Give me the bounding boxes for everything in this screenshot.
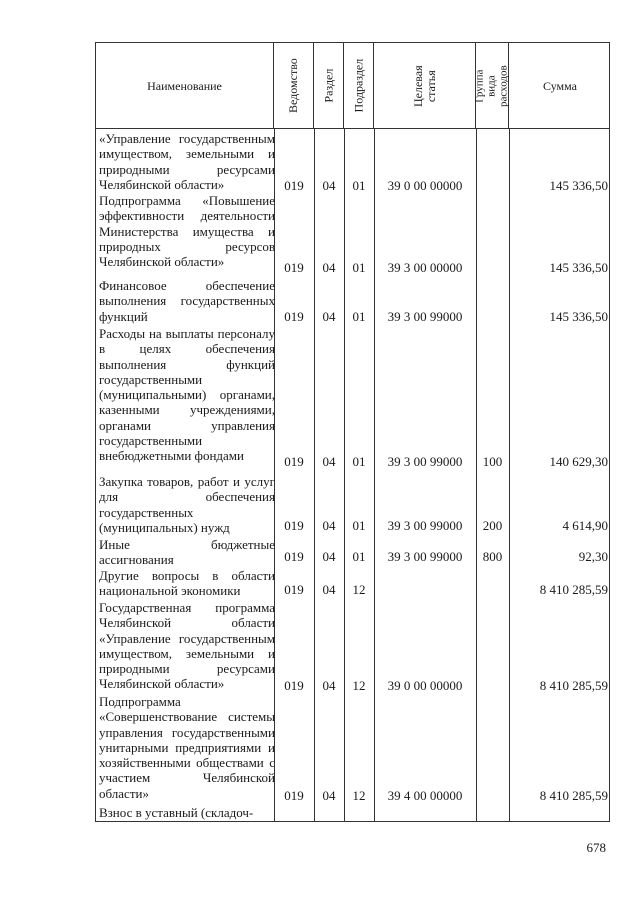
budget-table bbox=[95, 42, 610, 822]
row-podrazdel: 12 bbox=[352, 788, 366, 803]
page-number: 678 bbox=[586, 840, 606, 855]
header-celevaya-text: Целевая статья bbox=[410, 65, 438, 107]
row-vedomstvo: 019 bbox=[284, 454, 304, 469]
row-celevaya: 39 0 00 00000 bbox=[387, 178, 463, 193]
header-vedomstvo-text: Ведомство bbox=[285, 58, 300, 114]
row-vedomstvo: 019 bbox=[284, 309, 304, 324]
row-podrazdel: 01 bbox=[352, 518, 366, 533]
row-vedomstvo: 019 bbox=[284, 178, 304, 193]
table-row bbox=[96, 694, 609, 804]
row-name: «Управление государственным имуществом, земельными и природными ресурсами Челябинской области» bbox=[99, 131, 275, 192]
row-name: Подпрограмма «Совершенствование системы управления государственными унитарными предприятиями и хозяйственными обществами с участием Челябинской области» bbox=[99, 694, 275, 801]
table-row bbox=[96, 474, 609, 537]
row-podrazdel: 01 bbox=[352, 549, 366, 564]
row-razdel: 04 bbox=[322, 788, 336, 803]
row-name: Расходы на выплаты персоналу в целях обеспечения выполнения функций государственными (муниципальными) органами, казенными учреждениями, органами управления государственными внебюджетными фондами bbox=[99, 326, 275, 464]
header-gruppa-text: Группа вида расходов bbox=[473, 65, 511, 107]
row-vedomstvo: 019 bbox=[284, 582, 304, 597]
row-vedomstvo: 019 bbox=[284, 260, 304, 275]
row-razdel: 04 bbox=[322, 178, 336, 193]
row-summa: 145 336,50 bbox=[549, 178, 608, 193]
row-razdel: 04 bbox=[322, 309, 336, 324]
row-gruppa: 800 bbox=[482, 549, 503, 564]
row-celevaya: 39 3 00 00000 bbox=[387, 260, 463, 275]
row-celevaya: 39 3 00 99000 bbox=[387, 549, 463, 564]
row-podrazdel: 01 bbox=[352, 454, 366, 469]
row-razdel: 04 bbox=[322, 582, 336, 597]
table-row bbox=[96, 537, 609, 568]
table-row bbox=[96, 805, 609, 821]
table-row bbox=[96, 326, 609, 474]
table-header bbox=[96, 43, 609, 129]
header-summa bbox=[509, 43, 611, 129]
row-podrazdel: 01 bbox=[352, 178, 366, 193]
row-celevaya: 39 3 00 99000 bbox=[387, 518, 463, 533]
header-name-text: Наименование bbox=[147, 78, 222, 93]
header-vedomstvo bbox=[274, 43, 314, 129]
header-podrazdel bbox=[344, 43, 374, 129]
row-vedomstvo: 019 bbox=[284, 518, 304, 533]
row-razdel: 04 bbox=[322, 518, 336, 533]
table-row bbox=[96, 568, 609, 600]
header-razdel bbox=[314, 43, 344, 129]
row-celevaya: 39 0 00 00000 bbox=[387, 678, 463, 693]
row-razdel: 04 bbox=[322, 678, 336, 693]
row-name: Финансовое обеспечение выполнения государственных функций bbox=[99, 278, 275, 324]
row-podrazdel: 01 bbox=[352, 309, 366, 324]
row-summa: 92,30 bbox=[578, 549, 608, 564]
header-razdel-text: Раздел bbox=[320, 69, 335, 103]
row-podrazdel: 01 bbox=[352, 260, 366, 275]
row-summa: 4 614,90 bbox=[562, 518, 608, 533]
row-gruppa: 100 bbox=[482, 454, 503, 469]
row-name: Государственная программа Челябинской области «Управление государственным имуществом, земельными и природными ресурсами Челябинской области» bbox=[99, 600, 275, 692]
row-summa: 140 629,30 bbox=[549, 454, 608, 469]
row-razdel: 04 bbox=[322, 549, 336, 564]
row-vedomstvo: 019 bbox=[284, 788, 304, 803]
row-celevaya: 39 3 00 99000 bbox=[387, 309, 463, 324]
row-summa: 8 410 285,59 bbox=[539, 678, 608, 693]
row-celevaya: 39 4 00 00000 bbox=[387, 788, 463, 803]
row-vedomstvo: 019 bbox=[284, 549, 304, 564]
row-name: Закупка товаров, работ и услуг для обеспечения государственных (муниципальных) нужд bbox=[99, 474, 275, 535]
table-row bbox=[96, 193, 609, 278]
row-name: Взнос в уставный (складоч- bbox=[99, 805, 254, 820]
row-summa: 8 410 285,59 bbox=[539, 582, 608, 597]
row-razdel: 04 bbox=[322, 454, 336, 469]
row-vedomstvo: 019 bbox=[284, 678, 304, 693]
row-summa: 145 336,50 bbox=[549, 309, 608, 324]
header-summa-text: Сумма bbox=[543, 78, 577, 93]
table-row bbox=[96, 131, 609, 193]
header-celevaya bbox=[374, 43, 476, 129]
row-podrazdel: 12 bbox=[352, 678, 366, 693]
row-name: Подпрограмма «Повышение эффективности деятельности Министерства имущества и природных ресурсов Челябинской области» bbox=[99, 193, 275, 270]
row-summa: 145 336,50 bbox=[549, 260, 608, 275]
header-podrazdel-text: Подраздел bbox=[350, 59, 365, 113]
header-name bbox=[96, 43, 274, 129]
row-celevaya: 39 3 00 99000 bbox=[387, 454, 463, 469]
row-summa: 8 410 285,59 bbox=[539, 788, 608, 803]
row-name: Другие вопросы в области национальной экономики bbox=[99, 568, 275, 599]
header-gruppa bbox=[473, 43, 511, 129]
row-gruppa: 200 bbox=[482, 518, 503, 533]
row-name: Иные бюджетные ассигнования bbox=[99, 537, 275, 568]
row-razdel: 04 bbox=[322, 260, 336, 275]
table-row bbox=[96, 278, 609, 326]
table-row bbox=[96, 600, 609, 694]
row-podrazdel: 12 bbox=[352, 582, 366, 597]
